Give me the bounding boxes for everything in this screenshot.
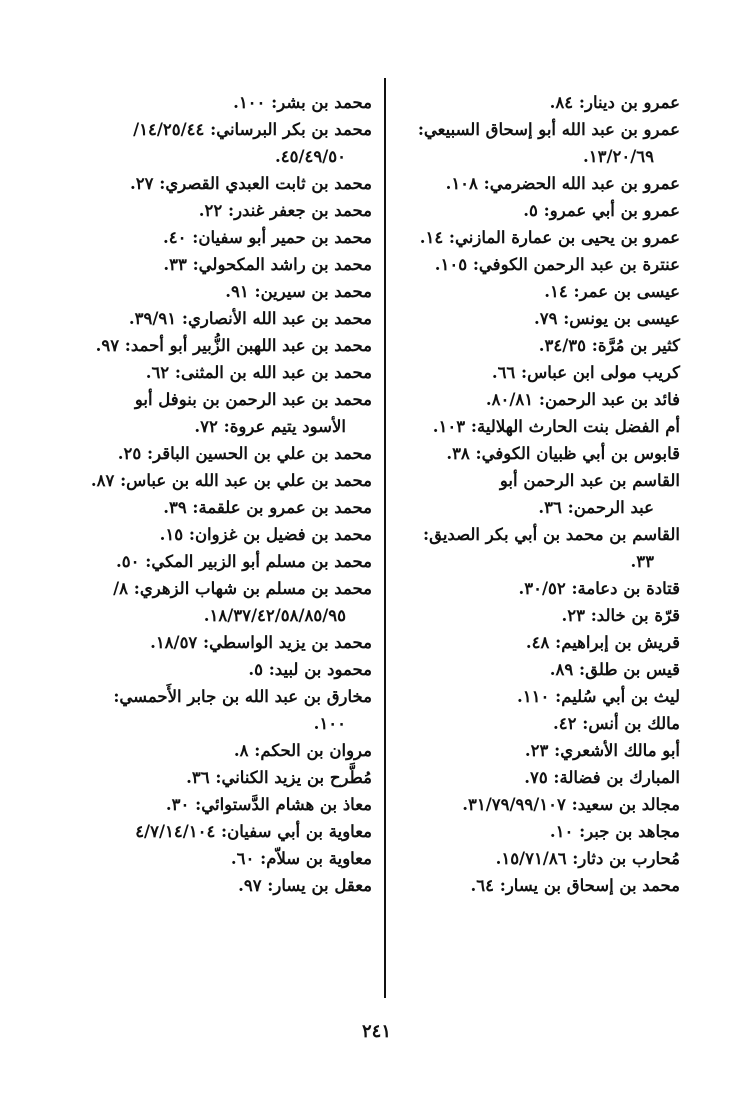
index-entry-text: محمد بن بكر البرساني: ١٤/٢٥/٤٤/ <box>133 120 372 139</box>
index-entry-continuation: الأسود يتيم عروة: ٧٢. <box>194 417 346 436</box>
index-entry-continuation: ٤٥/٤٩/٥٠. <box>275 147 346 166</box>
index-entry <box>0 818 372 845</box>
index-entry-text: محمد بن يزيد الواسطي: ١٨/٥٧. <box>150 633 372 652</box>
index-entry <box>348 224 680 251</box>
index-entry <box>0 116 372 170</box>
index-entry-text: قابوس بن أبي ظبيان الكوفي: ٣٨. <box>446 444 680 463</box>
index-entry-text: عمرو بن عبد الله أبو إسحاق السبيعي: <box>417 120 680 139</box>
index-entry <box>0 737 372 764</box>
index-entry-text: عمرو بن دينار: ٨٤. <box>549 93 680 112</box>
index-entry <box>0 548 372 575</box>
index-entry-text: معاوية بن أبي سفيان: ٤/٧/١٤/١٠٤ <box>135 822 372 841</box>
index-entry <box>0 332 372 359</box>
index-entry <box>348 521 680 575</box>
index-entry-text: مُطَّرح بن يزيد الكناني: ٣٦. <box>186 768 372 787</box>
index-entry <box>348 305 680 332</box>
index-entry-text: فائد بن عبد الرحمن: ٨٠/٨١. <box>485 390 680 409</box>
index-entry <box>0 845 372 872</box>
index-entry-text: مروان بن الحكم: ٨. <box>233 741 372 760</box>
index-entry <box>0 251 372 278</box>
index-entry <box>348 197 680 224</box>
index-entry <box>348 251 680 278</box>
index-entry-text: معاذ بن هشام الدَّستوائي: ٣٠. <box>165 795 372 814</box>
index-entry-text: محمد بن راشد المكحولي: ٣٣. <box>163 255 372 274</box>
index-entry <box>348 278 680 305</box>
index-entry-text: ليث بن أبي سُليم: ١١٠. <box>517 687 680 706</box>
index-entry-text: قتادة بن دعامة: ٣٠/٥٢. <box>518 579 680 598</box>
index-entry <box>348 737 680 764</box>
index-entry-text: كثير بن مُرَّة: ٣٤/٣٥. <box>538 336 680 355</box>
index-entry <box>348 656 680 683</box>
index-entry <box>348 359 680 386</box>
index-entry <box>348 602 680 629</box>
index-entry-text: المبارك بن فضالة: ٧٥. <box>524 768 680 787</box>
index-entry <box>348 170 680 197</box>
index-entry-continuation: ١٨/٣٧/٤٢/٥٨/٨٥/٩٥. <box>203 606 346 625</box>
index-entry-text: عمرو بن يحيى بن عمارة المازني: ١٤. <box>419 228 680 247</box>
index-entry-text: محمد بن فضيل بن غزوان: ١٥. <box>159 525 372 544</box>
index-column-left <box>0 89 372 899</box>
index-entry <box>0 89 372 116</box>
index-entry <box>348 332 680 359</box>
index-entry-text: عنترة بن عبد الرحمن الكوفي: ١٠٥. <box>434 255 680 274</box>
index-entry-text: محمد بن مسلم بن شهاب الزهري: ٨/ <box>113 579 372 598</box>
index-entry <box>0 521 372 548</box>
index-entry <box>0 656 372 683</box>
index-entry <box>0 575 372 629</box>
index-entry-text: محمد بن سيرين: ٩١. <box>225 282 372 301</box>
column-divider <box>384 78 386 998</box>
index-entry <box>0 764 372 791</box>
index-entry <box>348 629 680 656</box>
index-column-right <box>348 89 680 899</box>
index-entry <box>348 89 680 116</box>
index-entry <box>348 764 680 791</box>
index-entry <box>0 305 372 332</box>
index-entry-text: محمد بن إسحاق بن يسار: ٦٤. <box>470 876 680 895</box>
index-entry-text: مالك بن أنس: ٤٢. <box>553 714 680 733</box>
index-entry-text: محمد بن مسلم أبو الزبير المكي: ٥٠. <box>116 552 372 571</box>
index-entry <box>0 467 372 494</box>
index-entry-text: عيسى بن يونس: ٧٩. <box>533 309 680 328</box>
index-entry-text: محمد بن بشر: ١٠٠. <box>233 93 372 112</box>
index-entry <box>0 629 372 656</box>
index-entry-text: القاسم بن محمد بن أبي بكر الصديق: <box>422 525 680 544</box>
index-entry <box>348 710 680 737</box>
index-entry-text: القاسم بن عبد الرحمن أبو <box>499 471 680 490</box>
index-entry <box>0 224 372 251</box>
index-entry <box>348 467 680 521</box>
index-entry <box>348 818 680 845</box>
index-entry-text: قيس بن طلق: ٨٩. <box>549 660 680 679</box>
index-entry-text: محمد بن جعفر غندر: ٢٢. <box>198 201 372 220</box>
index-entry-text: عمرو بن عبد الله الحضرمي: ١٠٨. <box>445 174 680 193</box>
index-entry <box>348 872 680 899</box>
index-entry-text: قريش بن إبراهيم: ٤٨. <box>525 633 680 652</box>
index-entry <box>0 440 372 467</box>
index-entry <box>0 278 372 305</box>
index-entry <box>348 116 680 170</box>
index-entry-text: مخارق بن عبد الله بن جابر الأَحمسي: <box>113 687 372 706</box>
index-entry-text: محمد بن عبد اللهبن الزُّبير أبو أحمد: ٩٧. <box>95 336 372 355</box>
index-entry <box>348 791 680 818</box>
index-entry-continuation: ١٠٠. <box>313 714 346 733</box>
index-entry-continuation: ٣٣. <box>630 552 654 571</box>
index-entry <box>348 386 680 413</box>
index-entry <box>348 845 680 872</box>
index-entry <box>0 494 372 521</box>
page-number: ٢٤١ <box>361 1021 391 1042</box>
index-entry-text: مُحارب بن دثار: ١٥/٧١/٨٦. <box>495 849 680 868</box>
index-entry-text: محمد بن علي بن الحسين الباقر: ٢٥. <box>117 444 372 463</box>
index-entry <box>0 872 372 899</box>
index-entry-text: محمد بن حمير أبو سفيان: ٤٠. <box>163 228 372 247</box>
index-entry-text: عمرو بن أبي عمرو: ٥. <box>523 201 680 220</box>
index-entry-text: كريب مولى ابن عباس: ٦٦. <box>491 363 680 382</box>
index-entry-text: قرّة بن خالد: ٢٣. <box>561 606 680 625</box>
index-entry-text: أم الفضل بنت الحارث الهلالية: ١٠٣. <box>432 417 680 436</box>
index-entry <box>0 791 372 818</box>
index-entry-text: محمد بن ثابت العبدي القصري: ٢٧. <box>130 174 372 193</box>
index-entry <box>348 575 680 602</box>
index-entry-text: محمد بن عبد الله الأنصاري: ٣٩/٩١. <box>128 309 372 328</box>
index-entry-text: أبو مالك الأشعري: ٢٣. <box>524 741 680 760</box>
index-entry-text: معاوية بن سلاّم: ٦٠. <box>230 849 372 868</box>
index-entry-text: مجاهد بن جبر: ١٠. <box>549 822 680 841</box>
index-entry-text: عيسى بن عمر: ١٤. <box>544 282 680 301</box>
index-entry-text: محمد بن عبد الرحمن بن بنوفل أبو <box>134 390 372 409</box>
index-entry <box>0 170 372 197</box>
index-entry <box>348 440 680 467</box>
index-entry <box>348 413 680 440</box>
index-entry-continuation: عبد الرحمن: ٣٦. <box>538 498 654 517</box>
index-entry-text: مجالد بن سعيد: ٣١/٧٩/٩٩/١٠٧. <box>462 795 680 814</box>
index-entry-text: معقل بن يسار: ٩٧. <box>238 876 372 895</box>
index-entry-text: محمد بن عمرو بن علقمة: ٣٩. <box>163 498 372 517</box>
index-entry <box>348 683 680 710</box>
index-entry <box>0 386 372 440</box>
index-entry-text: محمد بن عبد الله بن المثنى: ٦٢. <box>145 363 372 382</box>
index-entry-text: محمد بن علي بن عبد الله بن عباس: ٨٧. <box>90 471 372 490</box>
index-entry <box>0 359 372 386</box>
index-entry <box>0 197 372 224</box>
index-entry-continuation: ١٣/٢٠/٦٩. <box>583 147 654 166</box>
index-entry <box>0 683 372 737</box>
index-entry-text: محمود بن لبيد: ٥. <box>248 660 372 679</box>
